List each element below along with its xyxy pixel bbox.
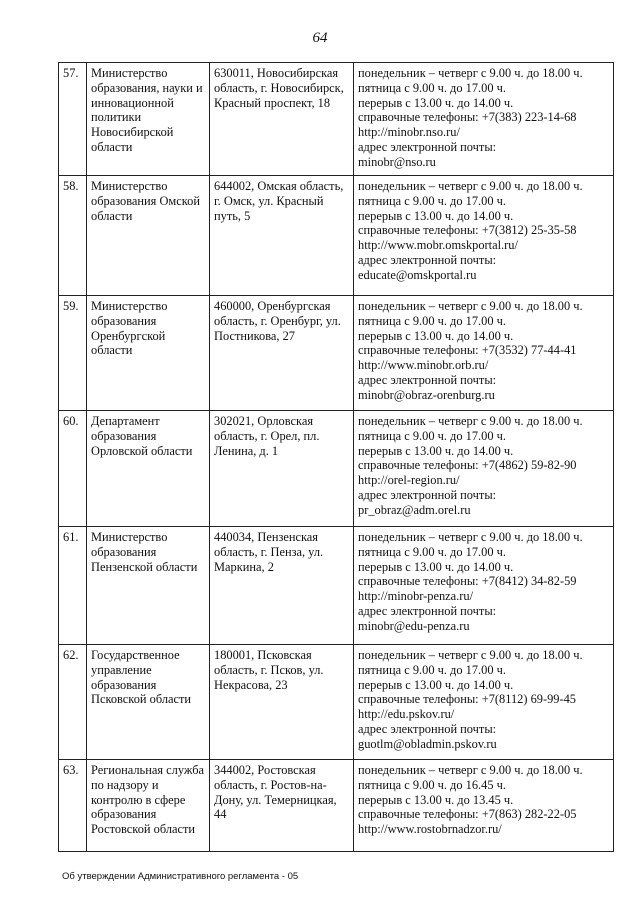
break-hours: перерыв с 13.00 ч. до 14.00 ч. — [358, 677, 514, 692]
weekday-hours: понедельник – четверг с 9.00 ч. до 18.00 ч. — [358, 414, 583, 428]
email-label: адрес электронной почты: — [358, 252, 497, 267]
organization-name: Департамент образования Орловской области — [87, 411, 210, 527]
website-link[interactable]: http://www.minobr.orb.ru/ — [358, 358, 489, 373]
table-row — [59, 176, 614, 296]
row-number: 62. — [59, 645, 87, 760]
break-hours: перерыв с 13.00 ч. до 14.00 ч. — [358, 443, 514, 458]
email-link[interactable]: pr_obraz@adm.orel.ru — [358, 502, 471, 517]
table-row — [59, 527, 614, 645]
friday-hours: пятница с 9.00 ч. до 17.00 ч. — [358, 313, 506, 328]
organization-address: 344002, Ростовская область, г. Ростов-на-Дону, ул. Темерницкая, 44 — [210, 760, 354, 852]
email-label: адрес электронной почты: — [358, 139, 497, 154]
table-row — [59, 63, 614, 176]
website-link[interactable]: http://www.mobr.omskportal.ru/ — [358, 238, 518, 253]
row-number: 58. — [59, 176, 87, 296]
phone-numbers: справочные телефоны: +7(8112) 69-99-45 — [358, 692, 576, 707]
document-footer: Об утверждении Административного регламента - 05 — [62, 871, 299, 882]
weekday-hours: понедельник – четверг с 9.00 ч. до 18.00 ч. — [358, 299, 583, 313]
organization-address: 630011, Новосибирская область, г. Новосибирск, Красный проспект, 18 — [210, 63, 354, 176]
page-number: 64 — [312, 30, 328, 46]
weekday-hours: понедельник – четверг с 9.00 ч. до 18.00 ч. — [358, 648, 583, 662]
email-link[interactable]: minobr@obraz-orenburg.ru — [358, 387, 495, 402]
contact-info — [354, 63, 614, 176]
email-label: адрес электронной почты: — [358, 721, 497, 736]
contact-info — [354, 527, 614, 645]
phone-numbers: справочные телефоны: +7(863) 282-22-05 — [358, 807, 577, 822]
organization-address: 302021, Орловская область, г. Орел, пл. Ленина, д. 1 — [210, 411, 354, 527]
email-label: адрес электронной почты: — [358, 603, 497, 618]
website-link[interactable]: http://minobr-penza.ru/ — [358, 589, 474, 604]
contact-info — [354, 176, 614, 296]
website-link[interactable]: http://www.rostobrnadzor.ru/ — [358, 822, 502, 837]
email-link[interactable]: minobr@nso.ru — [358, 154, 436, 169]
break-hours: перерыв с 13.00 ч. до 14.00 ч. — [358, 95, 514, 110]
row-number: 59. — [59, 296, 87, 411]
weekday-hours: понедельник – четверг с 9.00 ч. до 18.00 ч. — [358, 66, 583, 80]
table-row — [59, 296, 614, 411]
row-number: 57. — [59, 63, 87, 176]
organization-name: Министерство образования Пензенской области — [87, 527, 210, 645]
organization-address: 644002, Омская область, г. Омск, ул. Красный путь, 5 — [210, 176, 354, 296]
organization-address: 460000, Оренбургская область, г. Оренбург, ул. Постникова, 27 — [210, 296, 354, 411]
friday-hours: пятница с 9.00 ч. до 17.00 ч. — [358, 193, 506, 208]
contact-info — [354, 296, 614, 411]
break-hours: перерыв с 13.00 ч. до 14.00 ч. — [358, 208, 514, 223]
table-row — [59, 645, 614, 760]
friday-hours: пятница с 9.00 ч. до 17.00 ч. — [358, 662, 506, 677]
organization-name: Государственное управление образования Псковской области — [87, 645, 210, 760]
row-number: 61. — [59, 527, 87, 645]
website-link[interactable]: http://edu.pskov.ru/ — [358, 707, 455, 722]
phone-numbers: справочные телефоны: +7(383) 223-14-68 — [358, 110, 577, 125]
weekday-hours: понедельник – четверг с 9.00 ч. до 18.00 ч. — [358, 763, 583, 777]
break-hours: перерыв с 13.00 ч. до 14.00 ч. — [358, 559, 514, 574]
break-hours: перерыв с 13.00 ч. до 13.45 ч. — [358, 792, 514, 807]
email-link[interactable]: guotlm@obladmin.pskov.ru — [358, 736, 497, 751]
friday-hours: пятница с 9.00 ч. до 17.00 ч. — [358, 80, 506, 95]
website-link[interactable]: http://minobr.nso.ru/ — [358, 125, 460, 140]
phone-numbers: справочные телефоны: +7(3812) 25-35-58 — [358, 223, 577, 238]
organization-address: 440034, Пензенская область, г. Пенза, ул. Маркина, 2 — [210, 527, 354, 645]
email-link[interactable]: minobr@edu-penza.ru — [358, 618, 470, 633]
friday-hours: пятница с 9.00 ч. до 16.45 ч. — [358, 777, 506, 792]
phone-numbers: справочные телефоны: +7(8412) 34-82-59 — [358, 574, 577, 589]
weekday-hours: понедельник – четверг с 9.00 ч. до 18.00 ч. — [358, 179, 583, 193]
contact-info — [354, 760, 614, 852]
email-label: адрес электронной почты: — [358, 487, 497, 502]
friday-hours: пятница с 9.00 ч. до 17.00 ч. — [358, 544, 506, 559]
row-number: 60. — [59, 411, 87, 527]
friday-hours: пятница с 9.00 ч. до 17.00 ч. — [358, 428, 506, 443]
organization-name: Министерство образования Оренбургской области — [87, 296, 210, 411]
row-number: 63. — [59, 760, 87, 852]
organization-name: Министерство образования Омской области — [87, 176, 210, 296]
contact-info — [354, 411, 614, 527]
organization-address: 180001, Псковская область, г. Псков, ул. Некрасова, 23 — [210, 645, 354, 760]
weekday-hours: понедельник – четверг с 9.00 ч. до 18.00 ч. — [358, 530, 583, 544]
website-link[interactable]: http://orel-region.ru/ — [358, 473, 460, 488]
break-hours: перерыв с 13.00 ч. до 14.00 ч. — [358, 328, 514, 343]
phone-numbers: справочные телефоны: +7(3532) 77-44-41 — [358, 343, 577, 358]
organization-name: Региональная служба по надзору и контролю в сфере образования Ростовской области — [87, 760, 210, 852]
organization-name: Министерство образования, науки и инновационной политики Новосибирской области — [87, 63, 210, 176]
table-row — [59, 760, 614, 852]
contact-info — [354, 645, 614, 760]
email-link[interactable]: educate@omskportal.ru — [358, 267, 477, 282]
registry-table — [58, 62, 614, 852]
phone-numbers: справочные телефоны: +7(4862) 59-82-90 — [358, 458, 577, 473]
email-label: адрес электронной почты: — [358, 372, 497, 387]
table-row — [59, 411, 614, 527]
